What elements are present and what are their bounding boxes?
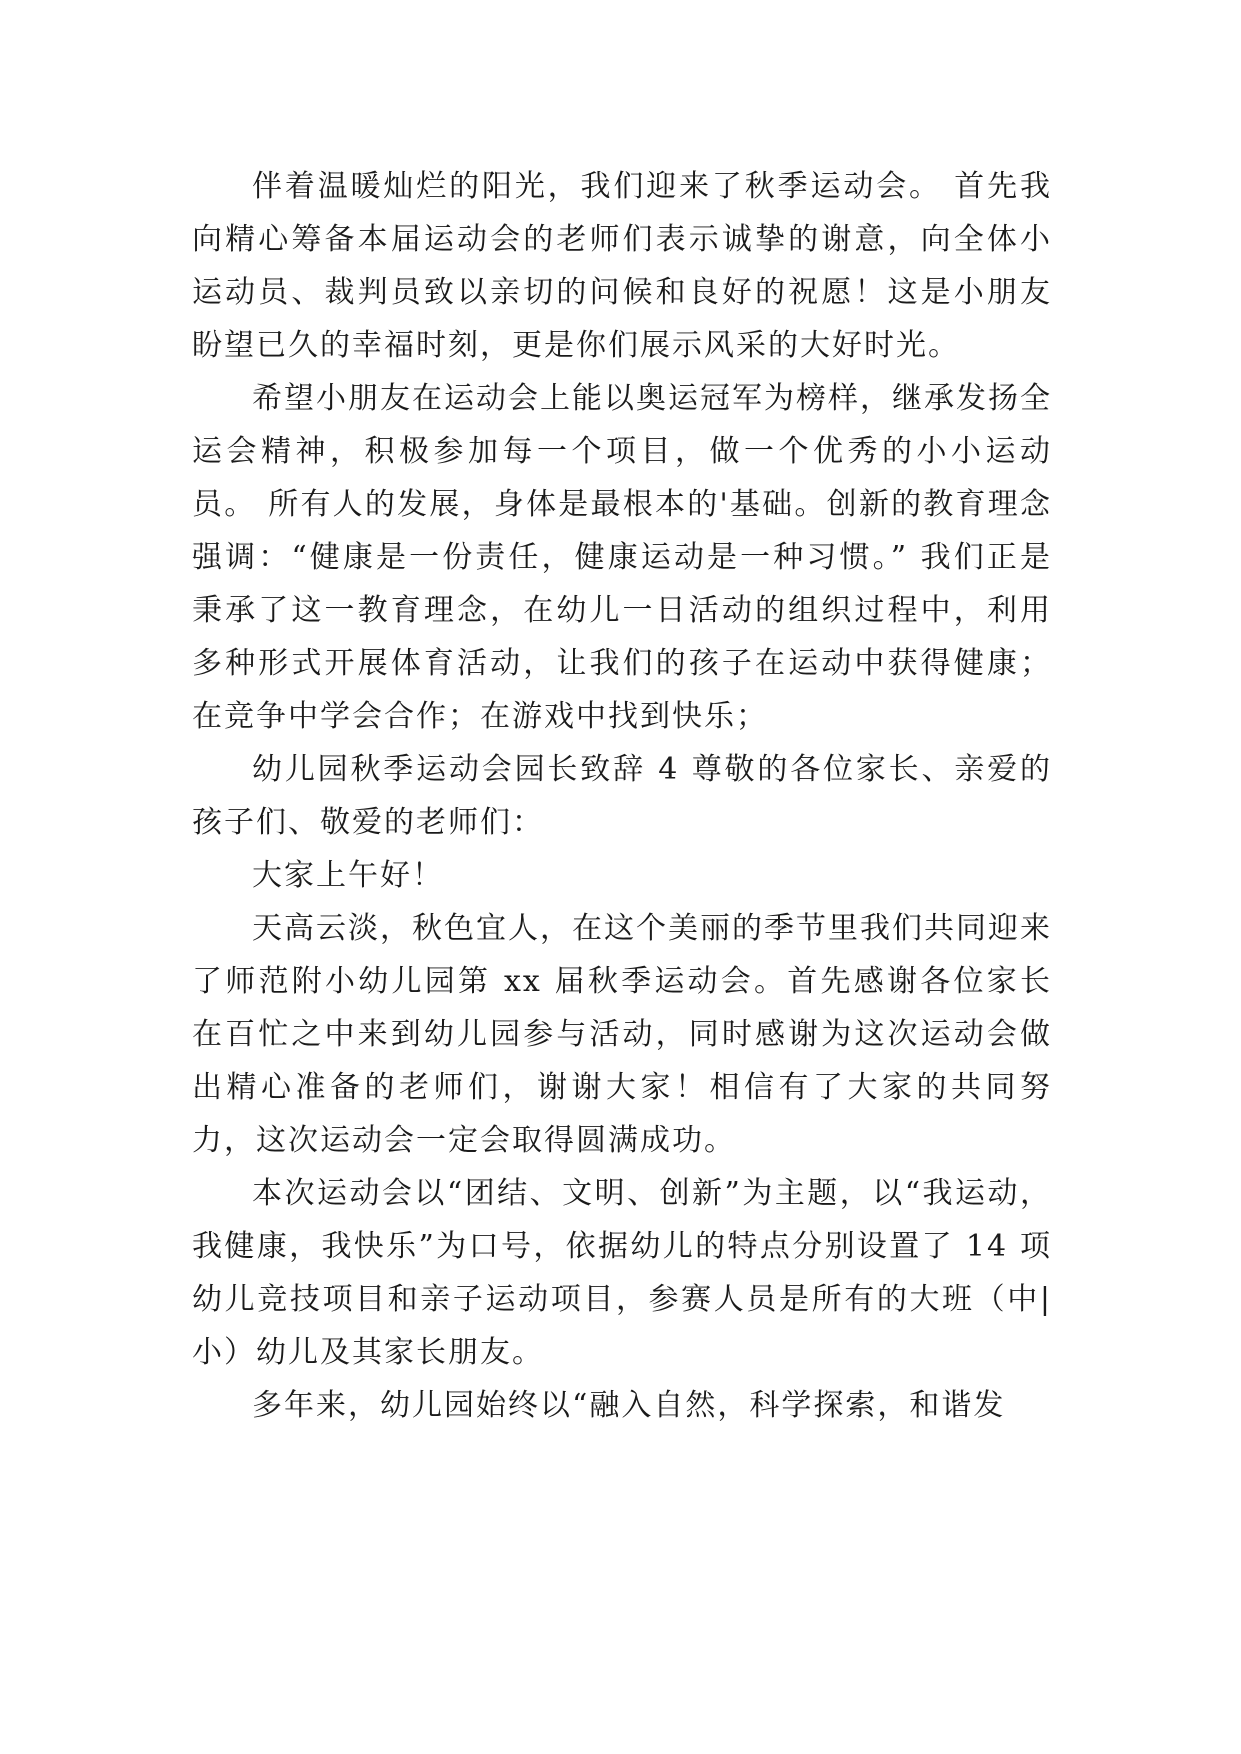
paragraph-opening: 伴着温暖灿烂的阳光，我们迎来了秋季运动会。 首先我向精心筹备本届运动会的老师们表示诚挚的谢意，向全体小运动员、裁判员致以亲切的问候和良好的祝愿！这是小朋友盼望已久的幸福时刻，更是你们展示风采的大好时光。 [192, 169, 1052, 363]
paragraph-years: 多年来，幼儿园始终以“融入自然，科学探索，和谐发 [252, 1388, 1006, 1423]
paragraph-autumn: 天高云淡，秋色宜人，在这个美丽的季节里我们共同迎来了师范附小幼儿园第 xx 届秋季运动会。首先感谢各位家长在百忙之中来到幼儿园参与活动，同时感谢为这次运动会做出精心准备的老师们，谢谢大家！相信有了大家的共同努力，这次运动会一定会取得圆满成功。 [192, 911, 1052, 1158]
paragraph-good-morning: 大家上午好！ [252, 858, 444, 893]
paragraph-greeting-title: 幼儿园秋季运动会园长致辞 4 尊敬的各位家长、亲爱的孩子们、敬爱的老师们： [192, 752, 1052, 840]
paragraph-hope: 希望小朋友在运动会上能以奥运冠军为榜样，继承发扬全运会精神，积极参加每一个项目，做一个优秀的小小运动员。 所有人的发展，身体是最根本的'基础。创新的教育理念强调：“健康是一份责任，健康运动是一种习惯。” 我们正是秉承了这一教育理念，在幼儿一日活动的组织过程中，利用多种形式开展体育活动，让我们的孩子在运动中获得健康；在竞争中学会合作；在游戏中找到快乐； [192, 381, 1052, 734]
document-body [192, 160, 1052, 1432]
paragraph-theme: 本次运动会以“团结、文明、创新”为主题，以“我运动，我健康，我快乐”为口号，依据幼儿的特点分别设置了 14 项幼儿竞技项目和亲子运动项目，参赛人员是所有的大班（中|小）幼儿及其家长朋友。 [192, 1176, 1052, 1370]
